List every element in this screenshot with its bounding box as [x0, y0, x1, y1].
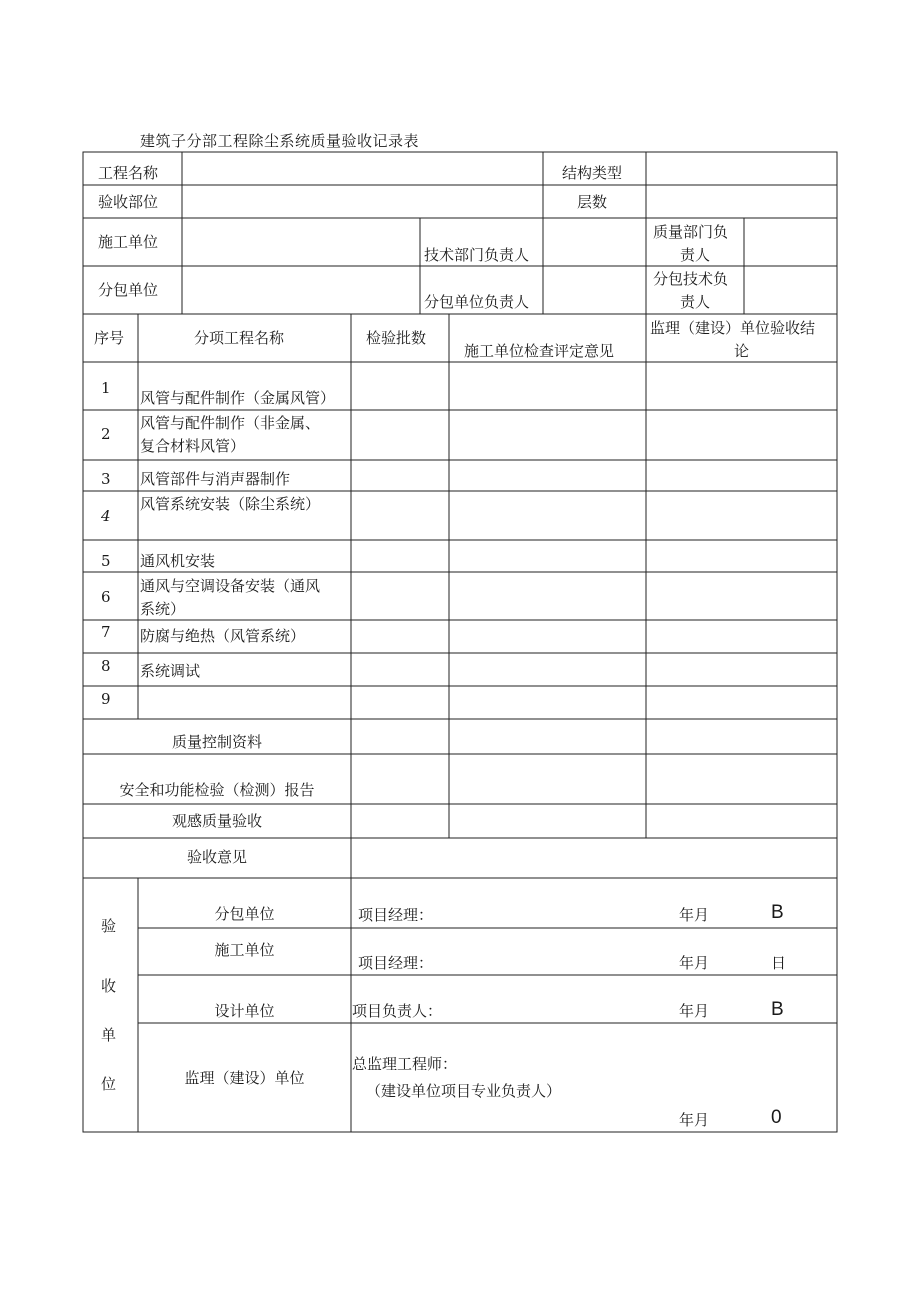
col-supervision-conclusion-2: 论 [734, 342, 750, 360]
subcontract-unit-head-label: 分包单位负责人 [424, 293, 530, 311]
acceptance-unit: 分包单位 [214, 905, 275, 923]
item-name: 风管与配件制作（金属风管） [140, 389, 336, 407]
item-name: 风管部件与消声器制作 [140, 470, 291, 488]
acceptance-side-label: 验 [101, 917, 117, 935]
acceptance-role: 项目负责人： [352, 1002, 443, 1020]
document-title: 建筑子分部工程除尘系统质量验收记录表 [140, 132, 420, 150]
item-name-cont: 系统） [140, 600, 186, 618]
floors-label: 层数 [577, 193, 608, 211]
col-seq: 序号 [94, 329, 125, 347]
col-batch-count: 检验批数 [366, 329, 427, 347]
col-supervision-conclusion-1: 监理（建设）单位验收结 [650, 319, 816, 337]
item-name: 通风与空调设备安装（通风 [140, 577, 321, 595]
quality-docs-label: 质量控制资料 [171, 733, 262, 751]
acceptance-role: 总监理工程师： [352, 1055, 458, 1073]
col-item-name: 分项工程名称 [194, 329, 285, 347]
tech-dept-head-label: 技术部门负责人 [424, 246, 530, 264]
acceptance-day: B [771, 999, 784, 1020]
item-seq: 4 [101, 507, 111, 525]
item-name: 风管系统安装（除尘系统） [140, 495, 321, 513]
acceptance-year-month: 年月 [679, 1002, 710, 1020]
safety-report-label: 安全和功能检验（检测）报告 [119, 781, 315, 799]
acceptance-day: B [771, 902, 784, 923]
acceptance-day: 日 [771, 954, 787, 972]
acceptance-unit: 设计单位 [214, 1002, 275, 1020]
project-name-label: 工程名称 [98, 164, 159, 182]
acceptance-side-label: 位 [101, 1075, 117, 1093]
item-seq: 8 [101, 657, 111, 675]
item-seq: 7 [101, 623, 111, 641]
acceptance-role-sub: （建设单位项目专业负责人） [366, 1082, 562, 1100]
construction-unit-label: 施工单位 [98, 233, 159, 251]
acceptance-year-month: 年月 [679, 1111, 710, 1129]
acceptance-part-label: 验收部位 [98, 193, 159, 211]
subcontract-tech-head-label-2: 责人 [680, 293, 711, 311]
acceptance-side-label: 单 [101, 1026, 117, 1044]
item-seq: 9 [101, 690, 111, 708]
subcontract-unit-label: 分包单位 [98, 281, 159, 299]
acceptance-side-label: 收 [101, 977, 117, 995]
acceptance-role: 项目经理： [358, 906, 434, 924]
quality-dept-head-label-1: 质量部门负 [653, 223, 729, 241]
item-name: 防腐与绝热（风管系统） [140, 627, 306, 645]
col-construction-opinion: 施工单位检查评定意见 [464, 342, 615, 360]
item-name: 系统调试 [140, 662, 201, 680]
acceptance-year-month: 年月 [679, 954, 710, 972]
acceptance-year-month: 年月 [679, 906, 710, 924]
acceptance-unit: 施工单位 [214, 941, 275, 959]
opinion-label: 验收意见 [186, 848, 247, 866]
item-seq: 3 [101, 470, 111, 488]
subcontract-tech-head-label-1: 分包技术负 [653, 270, 729, 288]
acceptance-day: 0 [771, 1107, 782, 1128]
item-seq: 6 [101, 588, 111, 606]
structure-type-label: 结构类型 [562, 164, 623, 182]
acceptance-role: 项目经理： [358, 954, 434, 972]
quality-dept-head-label-2: 责人 [680, 246, 711, 264]
item-seq: 2 [101, 425, 111, 443]
acceptance-unit: 监理（建设）单位 [184, 1069, 305, 1087]
item-seq: 1 [101, 379, 111, 397]
appearance-label: 观感质量验收 [171, 812, 262, 830]
item-name-cont: 复合材料风管） [140, 437, 246, 455]
item-seq: 5 [101, 552, 111, 570]
item-name: 风管与配件制作（非金属、 [140, 414, 321, 432]
item-name: 通风机安装 [140, 552, 216, 570]
